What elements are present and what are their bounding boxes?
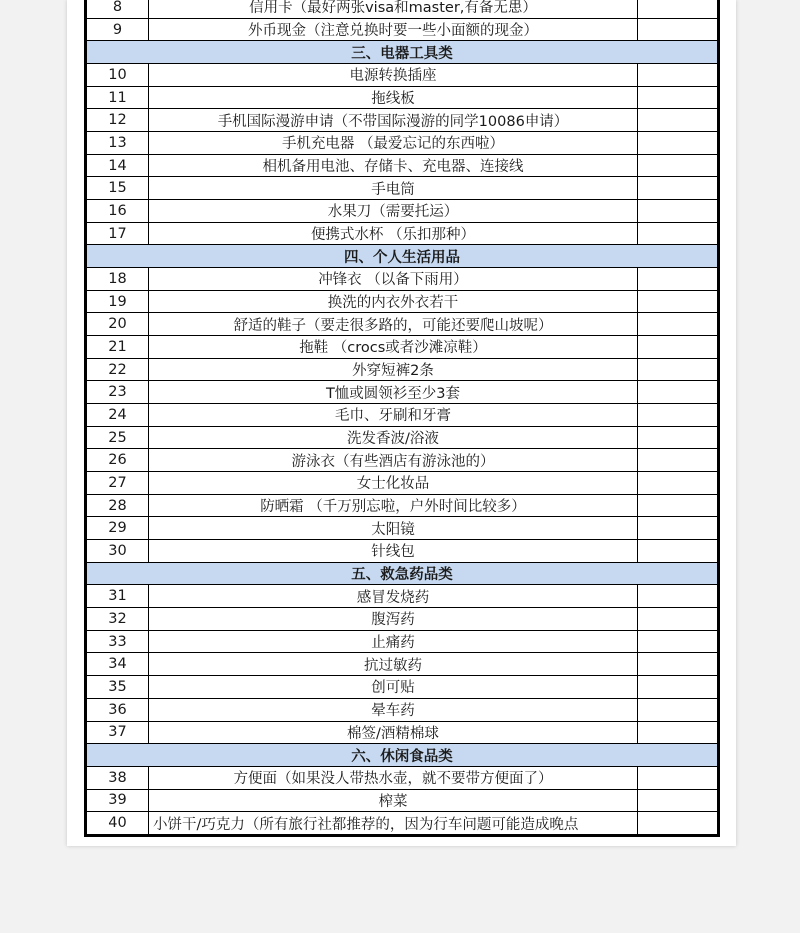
item-description: 拖线板 xyxy=(149,86,638,109)
section-title: 三、电器工具类 xyxy=(86,41,719,64)
table-row xyxy=(86,200,719,223)
item-description: 便携式水杯 （乐扣那种） xyxy=(149,222,638,245)
check-cell[interactable] xyxy=(638,109,719,132)
row-number: 20 xyxy=(86,313,149,336)
check-cell[interactable] xyxy=(638,698,719,721)
check-cell[interactable] xyxy=(638,585,719,608)
row-number: 13 xyxy=(86,132,149,155)
check-cell[interactable] xyxy=(638,381,719,404)
check-cell[interactable] xyxy=(638,494,719,517)
row-number: 8 xyxy=(86,0,149,18)
row-number: 39 xyxy=(86,789,149,812)
row-number: 14 xyxy=(86,154,149,177)
item-description: 太阳镜 xyxy=(149,517,638,540)
item-description: 冲锋衣 （以备下雨用） xyxy=(149,268,638,291)
table-row xyxy=(86,630,719,653)
check-cell[interactable] xyxy=(638,64,719,87)
check-cell[interactable] xyxy=(638,290,719,313)
row-number: 21 xyxy=(86,336,149,359)
row-number: 11 xyxy=(86,86,149,109)
item-description: 创可贴 xyxy=(149,676,638,699)
packing-checklist-table xyxy=(84,0,720,837)
item-description: 洗发香波/浴液 xyxy=(149,426,638,449)
row-number: 34 xyxy=(86,653,149,676)
table-row xyxy=(86,336,719,359)
row-number: 29 xyxy=(86,517,149,540)
check-cell[interactable] xyxy=(638,517,719,540)
row-number: 22 xyxy=(86,358,149,381)
check-cell[interactable] xyxy=(638,177,719,200)
checklist-body xyxy=(86,0,719,835)
check-cell[interactable] xyxy=(638,132,719,155)
item-description: 榨菜 xyxy=(149,789,638,812)
row-number: 24 xyxy=(86,404,149,427)
item-description: 女士化妆品 xyxy=(149,472,638,495)
section-header-row xyxy=(86,744,719,767)
item-description: 抗过敏药 xyxy=(149,653,638,676)
check-cell[interactable] xyxy=(638,766,719,789)
check-cell[interactable] xyxy=(638,676,719,699)
check-cell[interactable] xyxy=(638,721,719,744)
check-cell[interactable] xyxy=(638,358,719,381)
item-description: 电源转换插座 xyxy=(149,64,638,87)
table-row xyxy=(86,268,719,291)
table-row xyxy=(86,132,719,155)
item-description: 止痛药 xyxy=(149,630,638,653)
row-number: 16 xyxy=(86,200,149,223)
item-description: 换洗的内衣外衣若干 xyxy=(149,290,638,313)
row-number: 23 xyxy=(86,381,149,404)
check-cell[interactable] xyxy=(638,200,719,223)
check-cell[interactable] xyxy=(638,313,719,336)
item-description: 手机充电器 （最爱忘记的东西啦） xyxy=(149,132,638,155)
item-description: 游泳衣（有些酒店有游泳池的） xyxy=(149,449,638,472)
check-cell[interactable] xyxy=(638,404,719,427)
item-description: 拖鞋 （crocs或者沙滩凉鞋） xyxy=(149,336,638,359)
item-description: 防晒霜 （千万别忘啦，户外时间比较多） xyxy=(149,494,638,517)
item-description: 水果刀（需要托运） xyxy=(149,200,638,223)
check-cell[interactable] xyxy=(638,608,719,631)
item-description: 相机备用电池、存储卡、充电器、连接线 xyxy=(149,154,638,177)
table-row xyxy=(86,0,719,18)
row-number: 33 xyxy=(86,630,149,653)
check-cell[interactable] xyxy=(638,336,719,359)
item-description: 手机国际漫游申请（不带国际漫游的同学10086申请） xyxy=(149,109,638,132)
check-cell[interactable] xyxy=(638,154,719,177)
table-row xyxy=(86,812,719,836)
table-row xyxy=(86,109,719,132)
item-description: 信用卡（最好两张visa和master,有备无患） xyxy=(149,0,638,18)
table-row xyxy=(86,381,719,404)
row-number: 26 xyxy=(86,449,149,472)
table-row xyxy=(86,86,719,109)
row-number: 30 xyxy=(86,540,149,563)
check-cell[interactable] xyxy=(638,18,719,41)
table-row xyxy=(86,585,719,608)
check-cell[interactable] xyxy=(638,789,719,812)
table-row xyxy=(86,449,719,472)
section-header-row xyxy=(86,245,719,268)
table-row xyxy=(86,64,719,87)
table-row xyxy=(86,426,719,449)
row-number: 37 xyxy=(86,721,149,744)
check-cell[interactable] xyxy=(638,86,719,109)
check-cell[interactable] xyxy=(638,812,719,836)
table-row xyxy=(86,222,719,245)
item-description: 方便面（如果没人带热水壶，就不要带方便面了） xyxy=(149,766,638,789)
check-cell[interactable] xyxy=(638,472,719,495)
item-description: 外穿短裤2条 xyxy=(149,358,638,381)
table-row xyxy=(86,404,719,427)
row-number: 19 xyxy=(86,290,149,313)
table-row xyxy=(86,676,719,699)
table-row xyxy=(86,653,719,676)
row-number: 12 xyxy=(86,109,149,132)
section-title: 六、休闲食品类 xyxy=(86,744,719,767)
item-description: 腹泻药 xyxy=(149,608,638,631)
row-number: 32 xyxy=(86,608,149,631)
row-number: 15 xyxy=(86,177,149,200)
item-description: 感冒发烧药 xyxy=(149,585,638,608)
table-row xyxy=(86,608,719,631)
item-description: 棉签/酒精棉球 xyxy=(149,721,638,744)
table-row xyxy=(86,358,719,381)
section-header-row xyxy=(86,41,719,64)
section-title: 五、救急药品类 xyxy=(86,562,719,585)
row-number: 31 xyxy=(86,585,149,608)
table-row xyxy=(86,789,719,812)
table-row xyxy=(86,540,719,563)
check-cell[interactable] xyxy=(638,540,719,563)
table-row xyxy=(86,698,719,721)
check-cell[interactable] xyxy=(638,0,719,18)
check-cell[interactable] xyxy=(638,426,719,449)
row-number: 17 xyxy=(86,222,149,245)
item-description: 小饼干/巧克力（所有旅行社都推荐的，因为行车问题可能造成晚点 xyxy=(149,812,638,836)
table-row xyxy=(86,290,719,313)
row-number: 40 xyxy=(86,812,149,836)
table-row xyxy=(86,472,719,495)
row-number: 38 xyxy=(86,766,149,789)
table-row xyxy=(86,177,719,200)
table-row xyxy=(86,766,719,789)
item-description: 晕车药 xyxy=(149,698,638,721)
row-number: 36 xyxy=(86,698,149,721)
table-row xyxy=(86,721,719,744)
row-number: 18 xyxy=(86,268,149,291)
section-header-row xyxy=(86,562,719,585)
table-row xyxy=(86,494,719,517)
check-cell[interactable] xyxy=(638,630,719,653)
check-cell[interactable] xyxy=(638,449,719,472)
check-cell[interactable] xyxy=(638,653,719,676)
item-description: 外币现金（注意兑换时要一些小面额的现金） xyxy=(149,18,638,41)
table-row xyxy=(86,18,719,41)
table-row xyxy=(86,154,719,177)
row-number: 27 xyxy=(86,472,149,495)
table-row xyxy=(86,313,719,336)
row-number: 25 xyxy=(86,426,149,449)
item-description: 手电筒 xyxy=(149,177,638,200)
check-cell[interactable] xyxy=(638,268,719,291)
row-number: 9 xyxy=(86,18,149,41)
row-number: 35 xyxy=(86,676,149,699)
check-cell[interactable] xyxy=(638,222,719,245)
item-description: T恤或圆领衫至少3套 xyxy=(149,381,638,404)
row-number: 28 xyxy=(86,494,149,517)
item-description: 毛巾、牙刷和牙膏 xyxy=(149,404,638,427)
section-title: 四、个人生活用品 xyxy=(86,245,719,268)
item-description: 针线包 xyxy=(149,540,638,563)
table-row xyxy=(86,517,719,540)
item-description: 舒适的鞋子（要走很多路的，可能还要爬山坡呢） xyxy=(149,313,638,336)
row-number: 10 xyxy=(86,64,149,87)
